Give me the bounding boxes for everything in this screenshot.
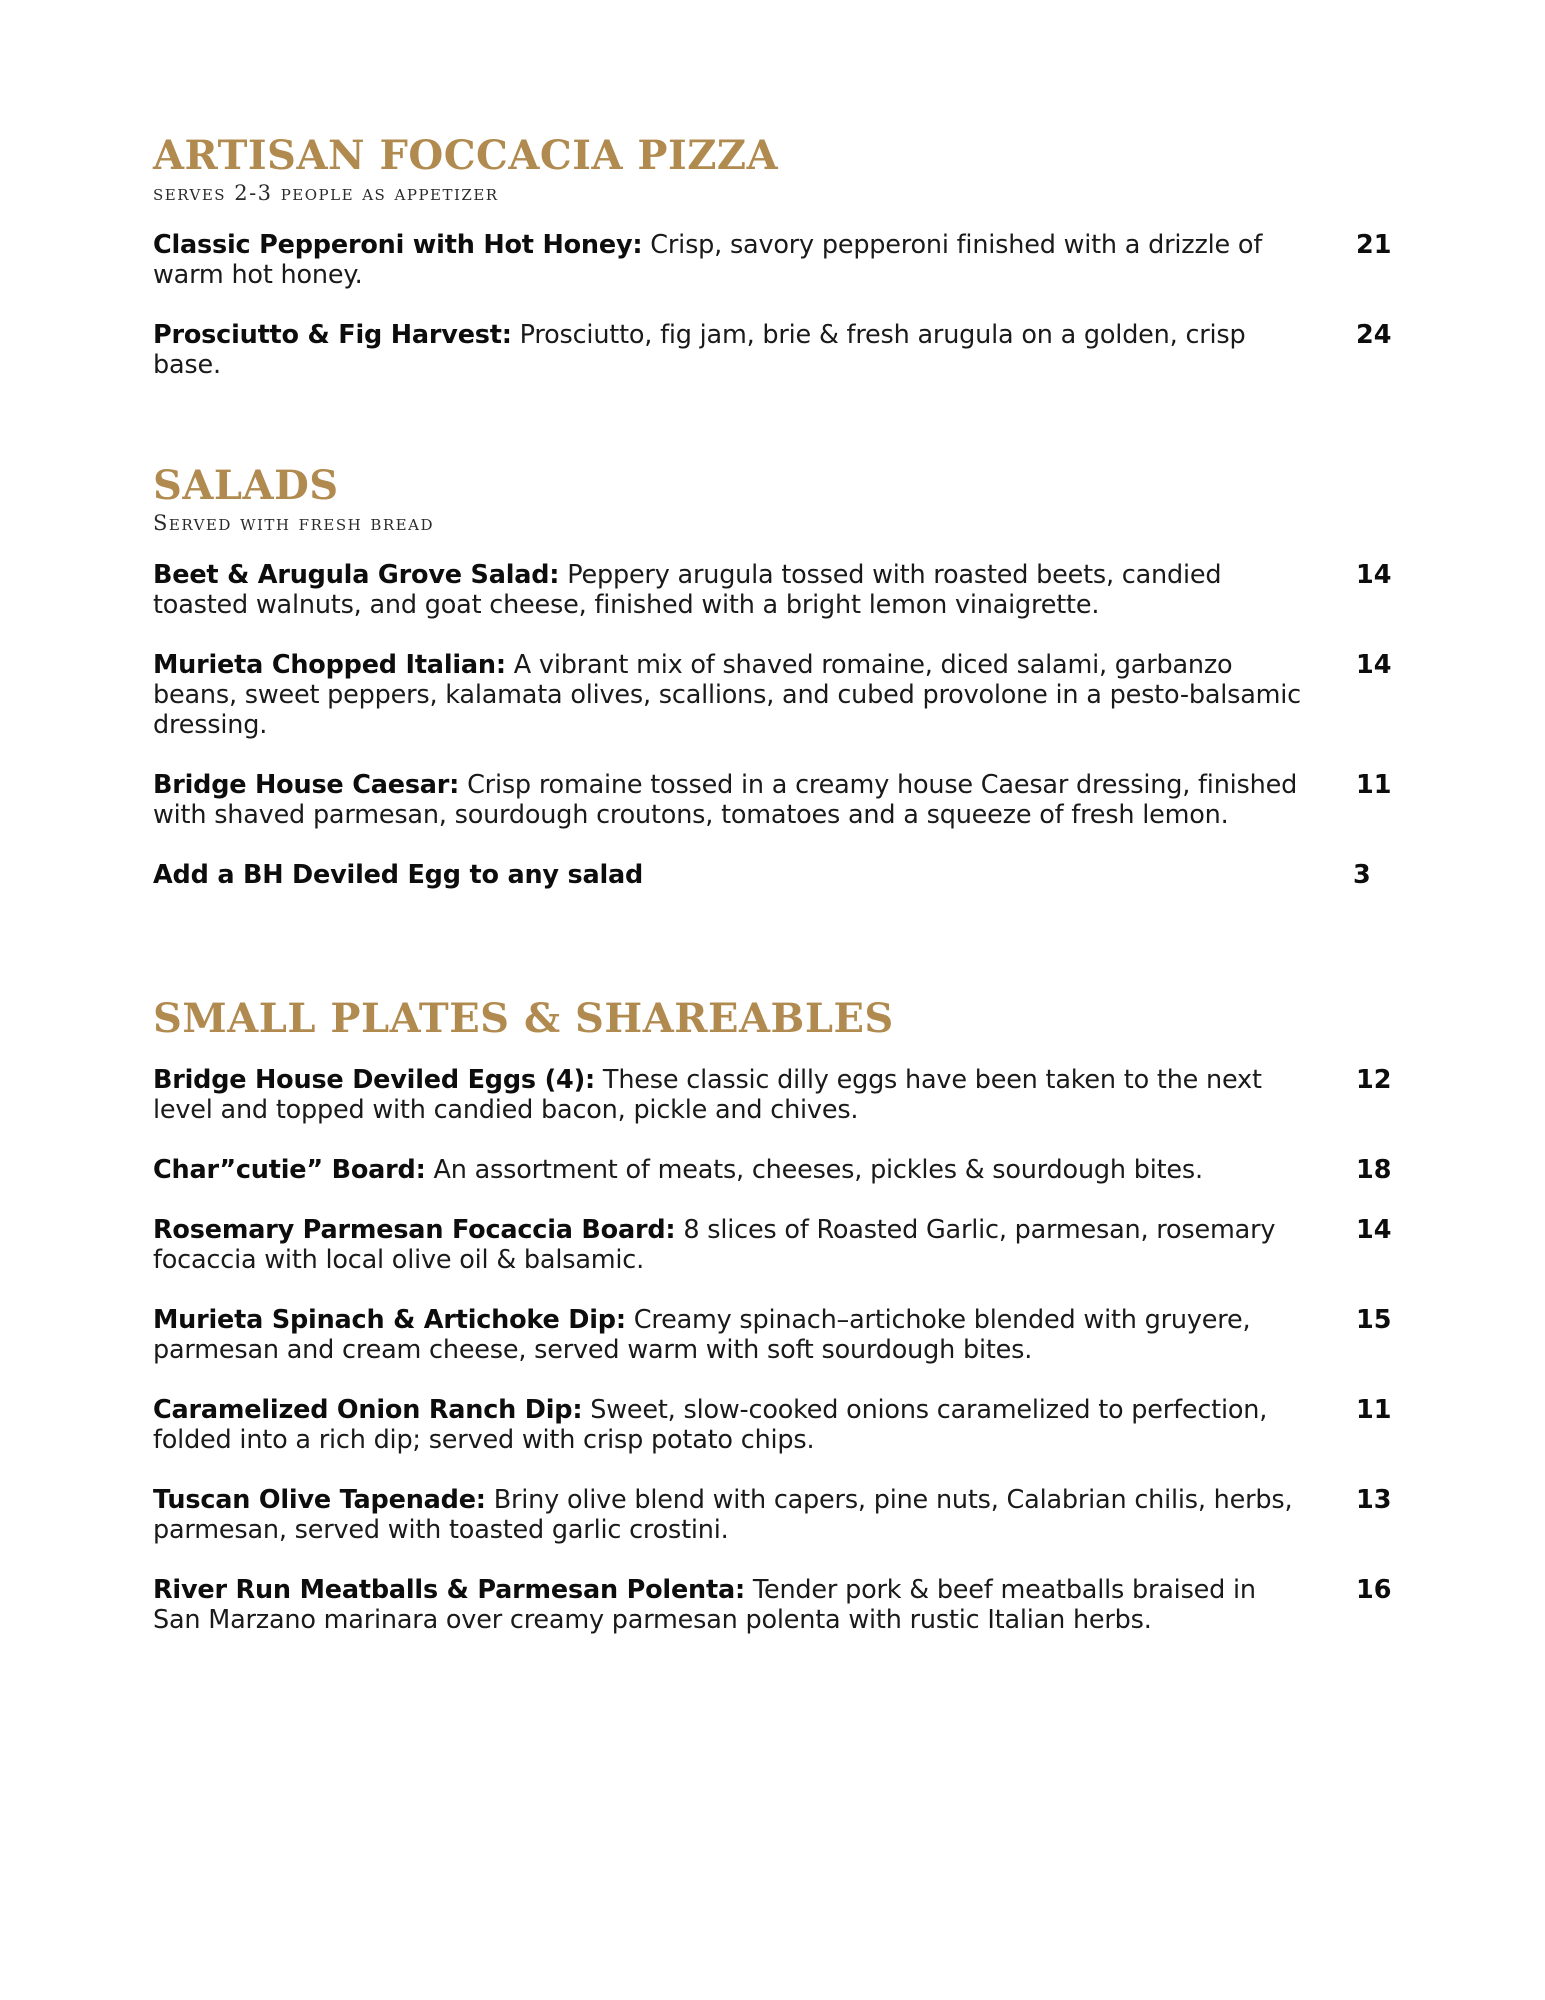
menu-item: [153, 320, 1403, 380]
item-description: Prosciutto, fig jam, brie & fresh arugula on a golden, crisp base.: [153, 320, 1246, 380]
item-price: 16: [1356, 1575, 1392, 1605]
item-description: Crisp romaine tossed in a creamy house Caesar dressing, finished with shaved parmesan, sourdough croutons, tomatoes and a squeeze of fresh lemon.: [153, 770, 1298, 830]
item-description: Creamy spinach–artichoke blended with gruyere, parmesan and cream cheese, served warm with soft sourdough bites.: [153, 1305, 1251, 1365]
item-name: Murieta Chopped Italian:: [153, 650, 506, 680]
item-price: 14: [1356, 650, 1392, 680]
menu-item: [153, 1575, 1403, 1635]
item-price: 3: [1353, 860, 1371, 890]
section-title: SMALL PLATES & SHAREABLES: [153, 995, 894, 1042]
menu-item: [153, 1155, 1403, 1185]
item-name: Bridge House Caesar:: [153, 770, 460, 800]
item-description: Briny olive blend with capers, pine nuts, Calabrian chilis, herbs, parmesan, served with toasted garlic crostini.: [153, 1485, 1293, 1545]
item-name: Tuscan Olive Tapenade:: [153, 1485, 486, 1515]
menu-item: [153, 230, 1403, 290]
item-name: Prosciutto & Fig Harvest:: [153, 320, 512, 350]
section-salads: [153, 462, 1403, 890]
menu-item: [153, 1305, 1403, 1365]
item-price: 11: [1356, 770, 1392, 800]
menu-item: [153, 560, 1403, 620]
item-price: 13: [1356, 1485, 1392, 1515]
item-name: Bridge House Deviled Eggs (4):: [153, 1065, 596, 1095]
item-description: Peppery arugula tossed with roasted beets, candied toasted walnuts, and goat cheese, finished with a bright lemon vinaigrette.: [153, 560, 1222, 620]
menu-item: [153, 650, 1403, 740]
item-description: A vibrant mix of shaved romaine, diced salami, garbanzo beans, sweet peppers, kalamata olives, scallions, and cubed provolone in a pesto-balsamic dressing.: [153, 650, 1301, 740]
menu-item: [153, 1395, 1403, 1455]
item-description: 8 slices of Roasted Garlic, parmesan, rosemary focaccia with local olive oil & balsamic.: [153, 1215, 1276, 1275]
item-price: 11: [1356, 1395, 1392, 1425]
item-name: Murieta Spinach & Artichoke Dip:: [153, 1305, 626, 1335]
menu-item: [153, 770, 1403, 830]
item-price: 12: [1356, 1065, 1392, 1095]
section-foccacia-pizza: [153, 132, 1403, 380]
item-price: 18: [1356, 1155, 1392, 1185]
section-subtitle: Served with fresh bread: [153, 511, 434, 535]
item-description: Crisp, savory pepperoni finished with a drizzle of warm hot honey.: [153, 230, 1263, 290]
item-description: An assortment of meats, cheeses, pickles & sourdough bites.: [425, 1155, 1203, 1185]
item-name: Classic Pepperoni with Hot Honey:: [153, 230, 643, 260]
item-price: 14: [1356, 560, 1392, 590]
item-description: Tender pork & beef meatballs braised in San Marzano marinara over creamy parmesan polenta with rustic Italian herbs.: [153, 1575, 1256, 1635]
item-name: Caramelized Onion Ranch Dip:: [153, 1395, 583, 1425]
item-name: Add a BH Deviled Egg to any salad: [153, 860, 644, 890]
section-title: SALADS: [153, 462, 339, 509]
section-title: ARTISAN FOCCACIA PIZZA: [153, 132, 779, 179]
item-price: 15: [1356, 1305, 1392, 1335]
item-price: 21: [1356, 230, 1392, 260]
item-name: River Run Meatballs & Parmesan Polenta:: [153, 1575, 746, 1605]
section-small-plates: [153, 995, 1403, 1635]
item-name: Char”cutie” Board:: [153, 1155, 426, 1185]
item-price: 14: [1356, 1215, 1392, 1245]
section-subtitle: serves 2-3 people as appetizer: [153, 181, 499, 205]
menu-item: [153, 1485, 1403, 1545]
menu-item: [153, 1065, 1403, 1125]
item-price: 24: [1356, 320, 1392, 350]
item-description: Sweet, slow-cooked onions caramelized to perfection, folded into a rich dip; served with crisp potato chips.: [153, 1395, 1268, 1455]
item-name: Rosemary Parmesan Focaccia Board:: [153, 1215, 676, 1245]
menu-item: [153, 1215, 1403, 1275]
item-name: Beet & Arugula Grove Salad:: [153, 560, 560, 590]
menu-item: [153, 860, 1403, 890]
item-description: These classic dilly eggs have been taken to the next level and topped with candied bacon, pickle and chives.: [153, 1065, 1262, 1125]
